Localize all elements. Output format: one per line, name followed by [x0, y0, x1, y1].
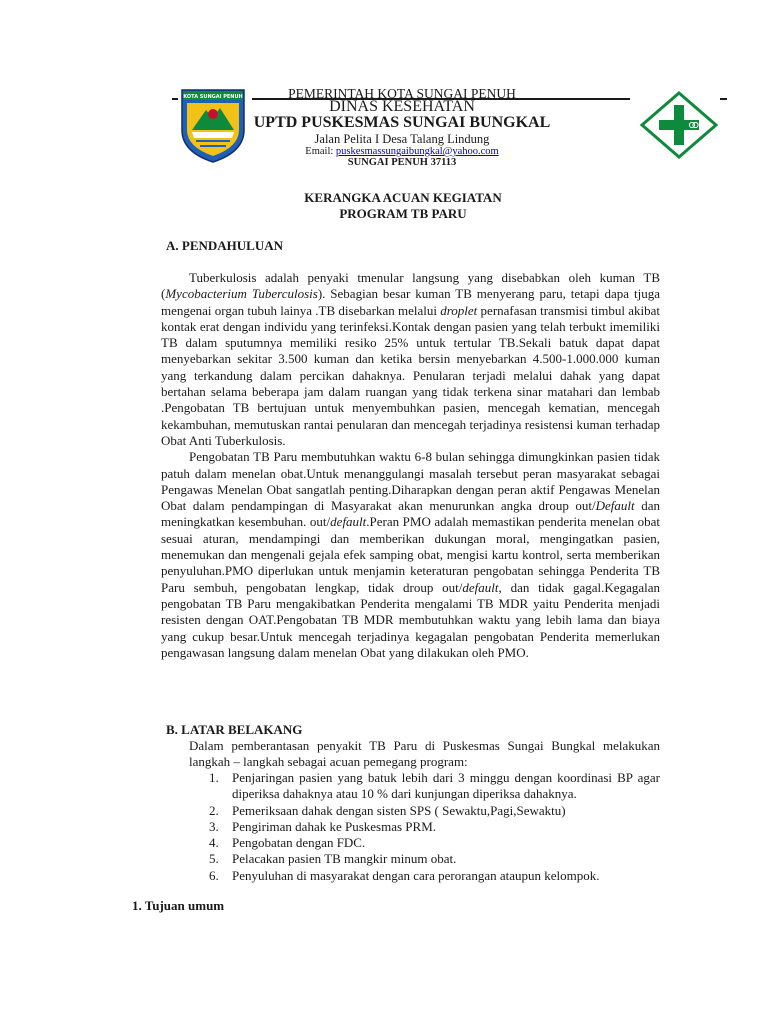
address: Jalan Pelita I Desa Talang Lindung: [314, 132, 490, 146]
emblem-banner-text: KOTA SUNGAI PENUH: [183, 94, 243, 100]
document-title: KERANGKA ACUAN KEGIATAN: [304, 190, 502, 205]
header-rule-right-tick: [720, 98, 727, 100]
list-item: 2. Pemeriksaan dahak dengan sisten SPS ( Sewaktu,Pagi,Sewaktu): [209, 802, 566, 818]
section-b-heading: B. LATAR BELAKANG: [166, 722, 303, 737]
paragraph-1: Tuberkulosis adalah penyaki tmenular langsung yang disebabkan oleh kuman TB (Mycobacterium Tuberculosis). Sebagian besar kuman TB menyerang paru, tetapi dapa tjuga mengenai organ tubuh lainya .TB disebarkan melalui droplet pernafasan transmisi timbul akibat kontak erat dengan individu yang terinfeksi.Kontak dengan pasien yang telah terbukt imemiliki TB dalam sputumnya memiliki resiko 25% untuk tertular TB.Sekali batuk dapat dapat menyebarkan sekitar 3.500 kuman dan ketika bersin menyebarkan 4.500-1.000.000 kuman yang terkandung dalam percikan dahaknya. Penularan terjadi melalui dahak yang dapat bertahan selama beberapa jam dalam ruangan yang tidak terkena sinar matahari dan lembab .Pengobatan TB bertujuan untuk menyembuhkan pasien, mencegah kematian, mencegah kekambuhan, memutuskan rantai penularan dan mencegah terjadinya resistensi kuman terhadap Obat Anti Tuberkulosis.: [161, 270, 660, 448]
puskesmas-cross-icon: [640, 91, 718, 159]
section-a-heading: A. PENDAHULUAN: [166, 238, 283, 253]
list-item: 6. Penyuluhan di masyarakat dengan cara perorangan ataupun kelompok.: [209, 867, 600, 883]
kota-sungai-penuh-emblem: [178, 86, 248, 164]
document-subtitle: PROGRAM TB PARU: [339, 206, 467, 221]
latar-belakang-intro: Dalam pemberantasan penyakit TB Paru di Puskesmas Sungai Bungkal melakukan langkah – langkah sebagai acuan pemegang program:: [189, 738, 660, 770]
list-item: 3. Pengiriman dahak ke Puskesmas PRM.: [209, 818, 437, 834]
pendahuluan-text: [161, 270, 660, 661]
city-postal: SUNGAI PENUH 37113: [347, 157, 457, 168]
list-item: 4. Pengobatan dengan FDC.: [209, 835, 366, 851]
email-row: [252, 146, 552, 157]
list-item: 5. Pelacakan pasien TB mangkir minum obat.: [209, 851, 457, 867]
email-link[interactable]: puskesmassungaibungkal@yahoo.com: [335, 146, 499, 157]
email-label: Email:: [305, 146, 334, 157]
program-steps-list: [209, 770, 660, 884]
paragraph-2: Pengobatan TB Paru membutuhkan waktu 6-8 bulan sehingga dimungkinkan pasien tidak patuh dalam menelan obat.Untuk menanggulangi masalah tersebut peran masyarakat sebagai Pengawas Menelan Obat sangatlah penting.Diharapkan dengan peran aktif Pengawas Menelan Obat dalam pendampingan di Masyarakat akan menurunkan angka droup out/Default dan meningkatkan kesembuhan. out/default.Peran PMO adalah memastikan penderita menelan obat sesuai aturan, mendampingi dan memberikan dukungan moral, mengingatkan pasien, menemukan dan mengenali gejala efek samping obat, mengisi kartu kontrol, serta memberikan penyuluhan.PMO diperlukan untuk menjamin keteraturan pengobatan sehingga Penderita TB Paru sembuh, pengobatan lengkap, tidak droup out/default, dan tidak gagal.Kegagalan pengobatan TB Paru mengakibatkan Penderita mengalami TB MDR yaitu Penderita menjadi resisten dengan OAT.Pengobatan TB MDR membutuhkan waktu yang lebih lama dan biaya yang cukup besar.Untuk mencegah terjadinya kegagalan pengobatan Penderita memerlukan pengawasan langsung dalam menelan Obat yang dilakukan oleh PMO.: [161, 449, 660, 660]
list-item: 1. Penjaringan pasien yang batuk lebih dari 3 minggu dengan koordinasi BP agar diperiksa dahaknya atau 10 % dari kunjungan diperiksa dahaknya.: [209, 770, 660, 802]
department-name: DINAS KESEHATAN: [329, 98, 475, 115]
tujuan-umum-heading: 1. Tujuan umum: [132, 898, 225, 913]
government-name: PEMERINTAH KOTA SUNGAI PENUH: [288, 86, 516, 101]
institution-name: UPTD PUSKESMAS SUNGAI BUNGKAL: [253, 114, 551, 131]
